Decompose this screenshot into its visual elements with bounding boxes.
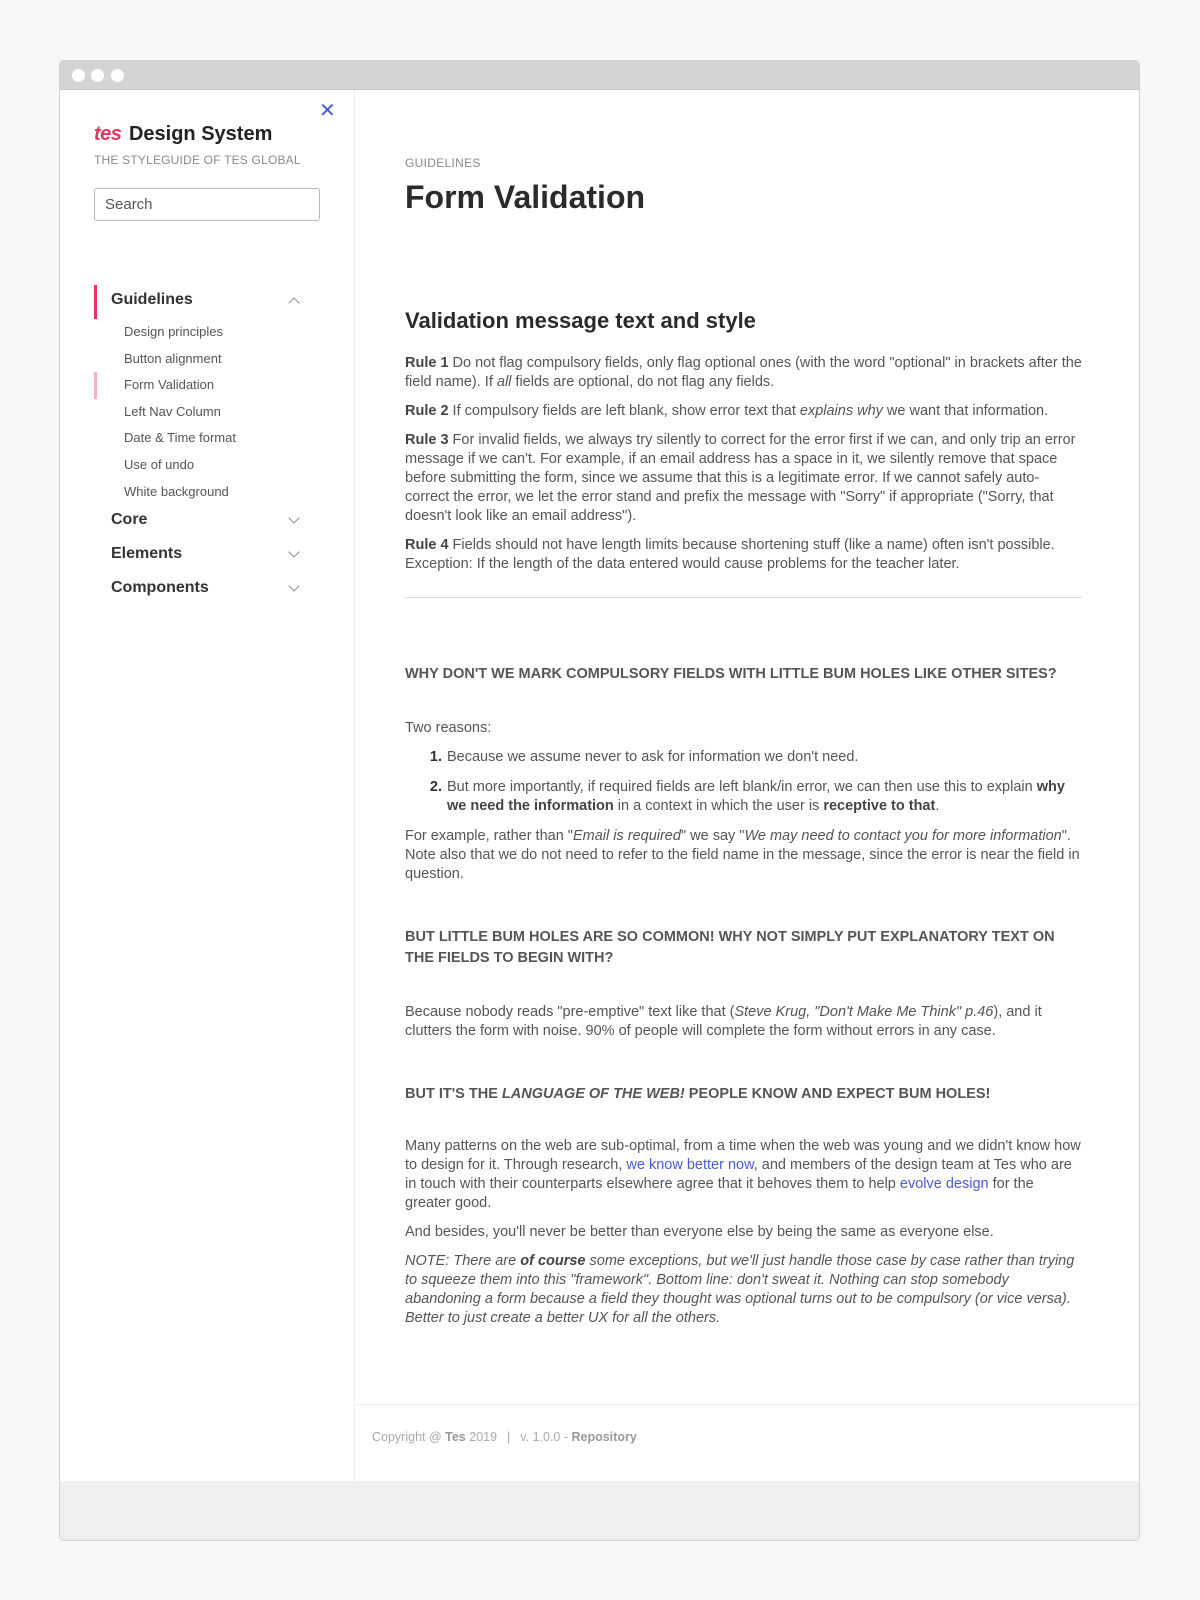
footer-text bbox=[372, 1430, 637, 1444]
rule-label: Rule 1 bbox=[405, 355, 449, 371]
evolve-design-link[interactable]: evolve design bbox=[899, 1176, 989, 1192]
section-title: Validation message text and style bbox=[405, 308, 756, 333]
note bbox=[405, 1252, 1082, 1328]
faq-example bbox=[405, 827, 1082, 884]
nav-item-date-time-format[interactable] bbox=[94, 425, 334, 452]
answer-text: Because nobody reads "pre-emptive" text like that ( bbox=[405, 1004, 735, 1020]
nav-group-core[interactable] bbox=[94, 505, 334, 539]
nav-group-guidelines[interactable] bbox=[94, 285, 334, 319]
list-item-bold: receptive to that bbox=[823, 798, 936, 814]
window-dot-2 bbox=[91, 69, 104, 82]
nav-group-label: Components bbox=[111, 579, 209, 597]
rule-text: Fields should not have length limits because shortening stuff (like a name) often isn't possible. Exception: If the length of the data entered would cause problems for the teacher later. bbox=[405, 537, 1055, 572]
window-dot-3 bbox=[111, 69, 124, 82]
nav-item-label: Form Validation bbox=[124, 377, 215, 393]
rule-emphasis: all bbox=[496, 374, 512, 390]
bottom-strip bbox=[60, 1481, 1139, 1541]
section-divider bbox=[405, 597, 1082, 598]
rule-label: Rule 4 bbox=[405, 537, 449, 553]
main-content bbox=[356, 90, 1140, 1404]
rule-text: Do not flag compulsory fields, only flag optional ones (with the word "optional" in brackets after the field name). If bbox=[405, 355, 1082, 390]
copyright-year: 2019 bbox=[465, 1430, 498, 1444]
footer-separator: | bbox=[507, 1430, 511, 1444]
rule-4 bbox=[405, 536, 1082, 574]
faq-answer-3b: And besides, you'll never be better than everyone else by being the same as everyone else. bbox=[405, 1224, 994, 1240]
rule-text: fields are optional, do not flag any fields. bbox=[511, 374, 775, 390]
rule-text: For invalid fields, we always try silently to correct for the error first if we can, and only trip an error message if we can't. For example, if an email address has a space in it, we silently remove that space before submitting the form, since we assume that this is a legitimate error. If we cannot safely auto-correct the error, we let the error stand and prefix the message with "Sorry" if appropriate ("Sorry, that doesn't look like an email address"). bbox=[405, 432, 1076, 524]
breadcrumb: GUIDELINES bbox=[405, 156, 481, 170]
faq-answer-3 bbox=[405, 1137, 1082, 1213]
sidebar-nav bbox=[94, 285, 334, 607]
nav-group-label: Elements bbox=[111, 545, 183, 563]
nav-item-left-nav-column[interactable] bbox=[94, 399, 334, 426]
faq-heading-1: WHY DON'T WE MARK COMPULSORY FIELDS WITH LITTLE BUM HOLES LIKE OTHER SITES? bbox=[405, 666, 1057, 682]
know-better-link[interactable]: we know better now bbox=[626, 1157, 754, 1173]
nav-group-components[interactable] bbox=[94, 573, 334, 607]
tes-logo: tes bbox=[94, 123, 122, 145]
list-item-text: But more importantly, if required fields are left blank/in error, we can then use this to explain bbox=[447, 779, 1037, 795]
list-item bbox=[446, 748, 1082, 767]
brand[interactable] bbox=[94, 123, 272, 146]
sidebar bbox=[60, 90, 355, 1481]
faq-answer-2 bbox=[405, 1003, 1082, 1041]
close-icon[interactable]: ✕ bbox=[319, 100, 336, 122]
window-titlebar bbox=[60, 61, 1139, 90]
search-input[interactable] bbox=[94, 188, 320, 221]
nav-item-design-principles[interactable] bbox=[94, 319, 334, 346]
chevron-down-icon bbox=[288, 512, 299, 523]
answer-text: , and members of the design team at Tes who are in touch with their counterparts elsewhere agree that it behoves them to help bbox=[405, 1157, 1072, 1192]
answer-text: Many patterns on the web are sub-optimal, from a time when the web was young and we didn't know how to design for it. Through research, bbox=[405, 1138, 1081, 1173]
chevron-down-icon bbox=[288, 580, 299, 591]
heading-text: PEOPLE KNOW AND EXPECT BUM HOLES! bbox=[684, 1086, 991, 1102]
example-emphasis: Email is required bbox=[572, 828, 681, 844]
rule-2 bbox=[405, 402, 1082, 421]
note-text: some exceptions, but we'll just handle those case by case rather than trying to squeeze them into this "framework". Bottom line: don't sweat it. Nothing can stop somebody abandoning a form because a field they thought was optional turns out to be compulsory (or vice versa). Better to just create a better UX for all the others. bbox=[405, 1253, 1075, 1326]
faq-heading-2: BUT LITTLE BUM HOLES ARE SO COMMON! WHY NOT SIMPLY PUT EXPLANATORY TEXT ON THE FIELDS TO BEGIN WITH? bbox=[405, 929, 1055, 966]
guidelines-subnav bbox=[94, 319, 334, 505]
nav-item-label: Design principles bbox=[124, 324, 223, 339]
copyright-text: Copyright @ bbox=[372, 1430, 446, 1444]
tagline: THE STYLEGUIDE OF TES GLOBAL bbox=[94, 153, 301, 167]
page-title: Form Validation bbox=[405, 179, 646, 215]
list-item-text: . bbox=[935, 798, 940, 814]
rule-text: If compulsory fields are left blank, show error text that bbox=[452, 403, 800, 419]
nav-item-label: White background bbox=[124, 483, 229, 499]
brand-title: Design System bbox=[128, 123, 273, 145]
nav-group-label: Core bbox=[111, 511, 148, 529]
example-text: For example, rather than " bbox=[405, 828, 573, 844]
nav-group-label: Guidelines bbox=[111, 291, 193, 308]
reasons-list bbox=[446, 748, 1082, 816]
citation: Steve Krug, "Don't Make Me Think" p.46 bbox=[734, 1004, 994, 1020]
example-emphasis: We may need to contact you for more information bbox=[744, 828, 1062, 844]
rule-label: Rule 2 bbox=[405, 403, 449, 419]
list-item-text: in a context in which the user is bbox=[613, 798, 824, 814]
nav-item-use-of-undo[interactable] bbox=[94, 452, 334, 479]
repository-link[interactable]: Repository bbox=[571, 1430, 637, 1444]
nav-item-label: Left Nav Column bbox=[124, 403, 221, 419]
browser-window bbox=[59, 60, 1140, 1541]
list-item-bold: why we need the information bbox=[447, 779, 1065, 814]
footer bbox=[356, 1404, 1140, 1481]
rule-emphasis: explains why bbox=[799, 403, 883, 419]
note-text: NOTE: There are bbox=[405, 1253, 521, 1269]
article bbox=[405, 307, 1082, 1338]
faq-heading-3 bbox=[405, 1084, 1082, 1105]
nav-item-label: Date & Time format bbox=[124, 430, 236, 446]
answer-text: for the greater good. bbox=[405, 1176, 1034, 1211]
chevron-up-icon bbox=[288, 297, 299, 308]
nav-item-label: Use of undo bbox=[124, 456, 195, 472]
version-text: v. 1.0.0 - bbox=[520, 1430, 572, 1444]
company-name: Tes bbox=[445, 1430, 466, 1444]
note-bold: of course bbox=[520, 1253, 586, 1269]
chevron-down-icon bbox=[288, 546, 299, 557]
list-item bbox=[446, 778, 1082, 816]
answer-text: ), and it clutters the form with noise. 90% of people will complete the form without errors in any case. bbox=[405, 1004, 1042, 1039]
list-item-text: Because we assume never to ask for information we don't need. bbox=[447, 749, 859, 765]
rule-text: we want that information. bbox=[882, 403, 1049, 419]
rule-label: Rule 3 bbox=[405, 432, 449, 448]
example-text: ". Note also that we do not need to refer to the field name in the message, since the error is near the field in question. bbox=[405, 828, 1080, 882]
heading-emphasis: LANGUAGE OF THE WEB! bbox=[501, 1086, 685, 1102]
nav-group-elements[interactable] bbox=[94, 539, 334, 573]
nav-item-label: Button alignment bbox=[124, 350, 222, 366]
rule-3 bbox=[405, 431, 1082, 526]
heading-text: BUT IT'S THE bbox=[405, 1086, 502, 1102]
nav-item-form-validation[interactable] bbox=[94, 372, 334, 399]
rule-1 bbox=[405, 354, 1082, 392]
nav-item-button-alignment[interactable] bbox=[94, 346, 334, 373]
example-text: " we say " bbox=[680, 828, 745, 844]
window-dot-1 bbox=[72, 69, 85, 82]
nav-item-white-background[interactable] bbox=[94, 479, 334, 506]
faq-intro: Two reasons: bbox=[405, 720, 492, 736]
